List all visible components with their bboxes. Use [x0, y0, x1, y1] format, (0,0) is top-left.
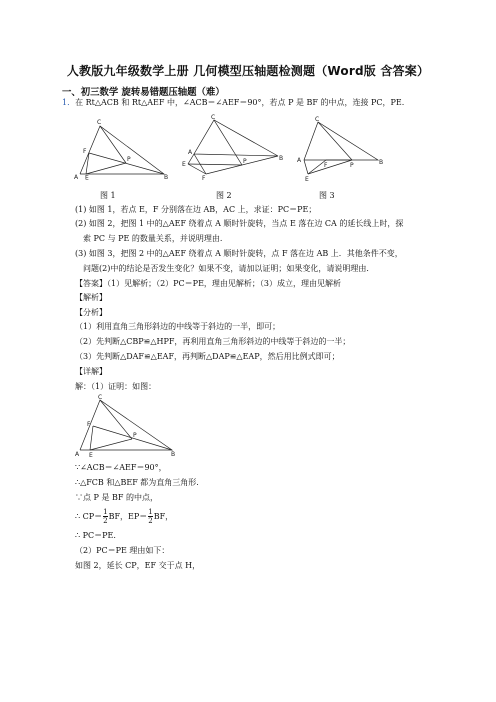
fig3-label-e: E — [305, 176, 309, 182]
sol-label-b: B — [171, 451, 176, 458]
solution-step-7: 如图 2，延长 CP，EF 交于点 H， — [75, 561, 201, 570]
fig3-seg-ae — [304, 160, 308, 174]
fig1-label-f: F — [83, 148, 87, 155]
fig2-label-b: B — [279, 155, 284, 162]
analysis-2: （2）先判断△CBP≌△HPF，再利用直角三角形斜边的中线等于斜边的一半； — [75, 337, 351, 346]
fig2-label-a: A — [188, 149, 193, 156]
fraction-numerator: 1 — [103, 508, 108, 516]
fig3-label-f: F — [324, 162, 328, 169]
sol-label-p: P — [133, 432, 137, 439]
fig2-seg-cp — [214, 120, 242, 165]
sol-label-f: F — [87, 421, 91, 428]
jiexi-label: 【解析】 — [75, 293, 107, 302]
sol-seg-ef — [90, 426, 93, 450]
step-4-prefix: ∴ CP＝ — [75, 512, 103, 521]
solution-step-3: ∵点 P 是 BF 的中点， — [75, 493, 158, 502]
fenxi-label: 【分析】 — [75, 308, 107, 317]
fig2-label-e: E — [182, 161, 186, 168]
fig1-label-p: P — [127, 156, 131, 163]
part-3-line-b: 问题(2)中的结论是否发生变化？如果不变，请加以证明；如果变化，请说明理由． — [83, 264, 375, 273]
solution-step-1: ∵∠ACB＝∠AEF＝90°， — [75, 463, 167, 472]
fig1-triangle — [80, 126, 164, 174]
fig2-label-p: P — [243, 158, 247, 165]
part-2-line-a: (2) 如图 2，把图 1 中的△AEF 绕着点 A 顺时针旋转，当点 E 落在边 CA 的延长线上时，探 — [75, 219, 404, 228]
part-1: (1) 如图 1，若点 E，F 分别落在边 AB，AC 上，求证：PC＝PE； — [75, 205, 317, 214]
fig2-seg-ep — [188, 164, 242, 165]
answer-line: 【答案】（1）见解析；（2）PC＝PE，理由见解析；（3）成立，理由见解析 — [75, 279, 341, 288]
fraction-denominator: 2 — [103, 517, 108, 525]
solution-figure — [72, 394, 177, 460]
fig3-label-b: B — [379, 159, 384, 166]
section-heading: 一、初三数学 旋转易错题压轴题（难） — [62, 87, 225, 98]
part-2-line-b: 索 PC 与 PE 的数量关系，并说明理由. — [83, 234, 223, 243]
figure-3 — [286, 116, 386, 182]
fig2-label-f: F — [202, 175, 206, 180]
fig3-label-a: A — [297, 157, 302, 164]
figure-1 — [72, 118, 172, 180]
step-4-middle: BF，EP＝ — [108, 512, 148, 521]
sol-label-e: E — [89, 452, 93, 459]
part-3-line-a: (3) 如图 3，把图 2 中的△AEF 绕着点 A 顺时针旋转，点 F 落在边 AB 上．其他条件不变， — [75, 249, 403, 258]
fig1-label-a: A — [74, 174, 79, 180]
fig3-label-p: P — [350, 162, 354, 169]
figure-2-caption: 图 2 — [216, 191, 232, 200]
fig1-seg-ep — [86, 163, 126, 174]
question-number: 1． — [62, 98, 76, 107]
fig2-triangle — [194, 120, 278, 156]
step-4-suffix: BF， — [153, 512, 174, 521]
fig1-label-c: C — [97, 119, 102, 126]
sol-triangle — [80, 400, 172, 450]
page-title: 人教版九年级数学上册 几何模型压轴题检测题（Word版 含答案） — [66, 64, 430, 78]
analysis-3: （3）先判断△DAF≌△EAF，再判断△DAP≌△EAP，然后用比例式即可； — [75, 352, 340, 361]
figure-2 — [180, 114, 285, 180]
fraction-denominator: 2 — [148, 517, 153, 525]
fig3-triangle — [304, 122, 378, 160]
fraction-half-2 — [148, 509, 152, 525]
solution-step-5: ∴ PC＝PE. — [75, 531, 116, 540]
fig3-seg-ep — [308, 160, 352, 174]
fraction-half-1 — [103, 509, 107, 525]
sol-label-a: A — [75, 451, 80, 458]
fig1-label-e: E — [85, 174, 89, 180]
solution-step-6: （2）PC＝PE 理由如下： — [75, 546, 170, 555]
solution-intro: 解：（1）证明：如图： — [75, 382, 157, 391]
figure-3-caption: 图 3 — [319, 191, 335, 200]
xiangjie-label: 【详解】 — [75, 367, 107, 376]
question-stem-text: 在 Rt△ACB 和 Rt△AEF 中，∠ACB＝∠AEF＝90°，若点 P 是 BF 的中点，连接 PC，PE. — [75, 98, 405, 107]
solution-step-4 — [75, 509, 173, 525]
sol-label-c: C — [98, 394, 103, 401]
fig3-label-c: C — [315, 116, 320, 123]
figure-1-caption: 图 1 — [100, 191, 116, 200]
fig1-label-b: B — [164, 174, 169, 180]
fig3-seg-cp — [318, 122, 352, 160]
fraction-numerator: 1 — [148, 508, 153, 516]
sol-seg-ep — [90, 439, 132, 450]
analysis-1: （1）利用直角三角形斜边的中线等于斜边的一半，即可； — [75, 322, 281, 331]
solution-step-2: ∴△FCB 和△BEF 都为直角三角形. — [75, 478, 199, 487]
question-1-stem — [62, 99, 404, 107]
fig2-label-c: C — [211, 114, 216, 121]
